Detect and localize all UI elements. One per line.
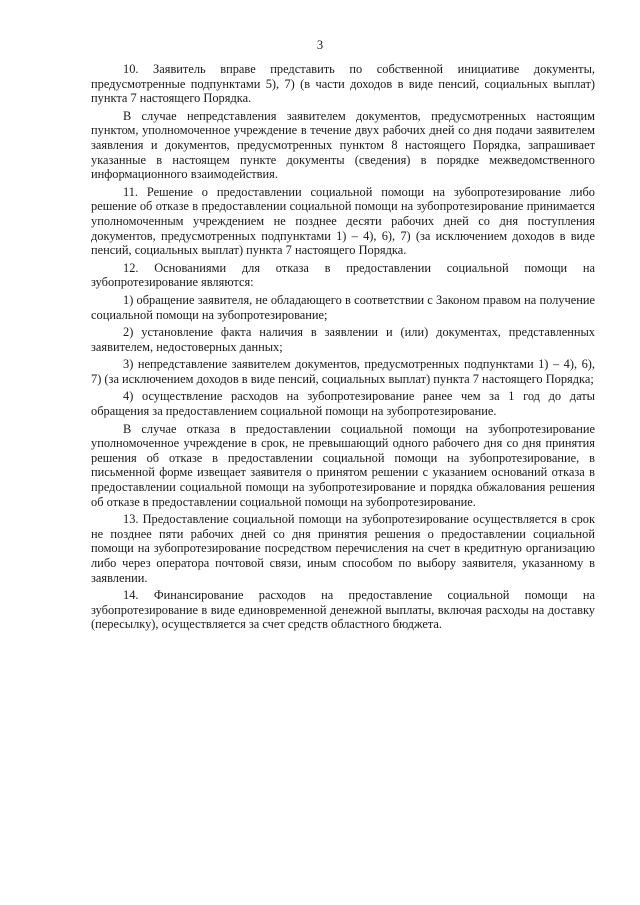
paragraph-14: 14. Финансирование расходов на предоставление социальной помощи на зубопротезирование в виде единовременной денежной выплаты, включая расходы на доставку (пересылку), осуществляется за счет средств областного бюджета. [91,588,595,632]
document-body [91,62,595,635]
page-number: 3 [316,38,324,52]
paragraph-13: 13. Предоставление социальной помощи на зубопротезирование осуществляется в срок не позднее пяти рабочих дней со дня принятия решения о предоставлении социальной помощи на зубопротезирование посредством перечисления на счет в кредитную организацию либо через оператора почтовой связи, иным способом по выбору заявителя, указанному в заявлении. [91,512,595,585]
paragraph-12-item-3: 3) непредставление заявителем документов, предусмотренных подпунктами 1) – 4), 6), 7) (за исключением доходов в виде пенсий, социальных выплат) пункта 7 настоящего Порядка; [91,357,595,386]
paragraph-12-item-4: 4) осуществление расходов на зубопротезирование ранее чем за 1 год до даты обращения за предоставлением социальной помощи на зубопротезирование. [91,389,595,419]
paragraph-10-nonsubmission: В случае непредставления заявителем документов, предусмотренных настоящим пунктом, уполномоченное учреждение в течение двух рабочих дней со дня подачи заявителем заявления и документов, предусмотренных пунктом 8 настоящего Порядка, запрашивает указанные в настоящем пункте документы (сведения) в порядке межведомственного информационного взаимодействия. [91,108,595,182]
paragraph-11: 11. Решение о предоставлении социальной помощи на зубопротезирование либо решение об отказе в предоставлении социальной помощи на зубопротезирование принимается уполномоченным учреждением не позднее десяти рабочих дней со дня поступления документов, предусмотренных подпунктами 1) – 4), 6), 7) (за исключением доходов в виде пенсий, социальных выплат) пункта 7 настоящего Порядка. [91,184,595,258]
paragraph-12-item-2: 2) установление факта наличия в заявлении и (или) документах, представленных заявителем, недостоверных данных; [91,325,595,354]
paragraph-12-refusal-notice: В случае отказа в предоставлении социальной помощи на зубопротезирование уполномоченное учреждение в срок, не превышающий одного рабочего дня со дня принятия решения об отказе в предоставлении социальной помощи на зубопротезирование, в письменной форме извещает заявителя о принятом решении с указанием оснований отказа в предоставлении социальной помощи на зубопротезирование и порядка обжалования решения об отказе в предоставлении социальной помощи на зубопротезирование. [91,421,595,509]
paragraph-10: 10. Заявитель вправе представить по собственной инициативе документы, предусмотренные подпунктами 5), 7) (в части доходов в виде пенсий, социальных выплат) пункта 7 настоящего Порядка. [91,62,595,106]
paragraph-12: 12. Основаниями для отказа в предоставлении социальной помощи на зубопротезирование являются: [91,260,595,290]
paragraph-12-item-1: 1) обращение заявителя, не обладающего в соответствии с Законом правом на получение социальной помощи на зубопротезирование; [91,292,595,322]
